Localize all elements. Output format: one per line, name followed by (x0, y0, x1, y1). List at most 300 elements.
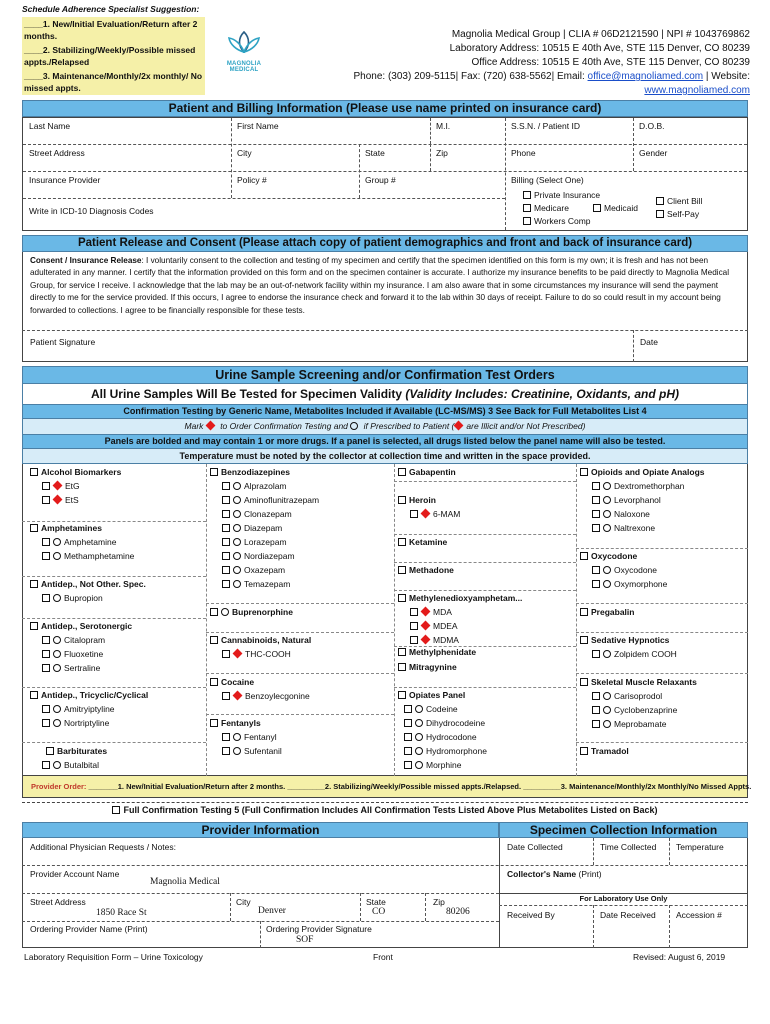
red-diamond-icon (53, 481, 63, 491)
nortriptyline-label: Nortriptyline (64, 718, 110, 728)
methadone-panel[interactable] (398, 565, 454, 575)
antidep-serotonergic-panel[interactable] (30, 621, 132, 631)
checkbox-icon (46, 747, 54, 755)
collector-name-field[interactable] (507, 869, 602, 879)
provider-street-field[interactable]: Street Address (30, 897, 86, 907)
red-diamond-icon (421, 635, 431, 645)
circle-icon (53, 538, 61, 546)
butalbital-label: Butalbital (64, 760, 99, 770)
checkbox-icon (42, 650, 50, 658)
date-collected-field[interactable]: Date Collected (507, 842, 563, 852)
checkbox-icon (210, 636, 218, 644)
codeine-label: Codeine (426, 704, 458, 714)
checkbox-icon (222, 733, 230, 741)
zolpidem-test[interactable] (592, 649, 677, 659)
checkbox-icon (210, 719, 218, 727)
circle-icon (233, 538, 241, 546)
provider-order-option-1[interactable]: _______1. New/Initial Evaluation/Return after 2 months. (88, 782, 286, 791)
oxycodone-test[interactable] (592, 565, 657, 575)
workers-comp-label: Workers Comp (534, 216, 591, 226)
checkbox-icon (398, 538, 406, 546)
circle-icon (603, 720, 611, 728)
medicaid-option[interactable] (593, 203, 638, 213)
provider-zip-field[interactable]: Zip (433, 897, 445, 907)
methamphetamine-test[interactable] (42, 551, 134, 561)
checkbox-icon (410, 622, 418, 630)
red-diamond-icon (205, 421, 215, 431)
sufentanil-test[interactable] (222, 746, 282, 756)
lorazepam-label: Lorazepam (244, 537, 287, 547)
methylphenidate-label: Methylphenidate (409, 647, 477, 657)
provider-street-value: 1850 Race St (96, 908, 147, 918)
checkbox-icon (656, 197, 664, 205)
temazepam-label: Temazepam (244, 579, 291, 589)
oxycodone-panel[interactable] (580, 551, 637, 561)
received-by-field[interactable]: Received By (507, 910, 555, 920)
amitriptyline-test[interactable] (42, 704, 115, 714)
dihydrocodeine-test[interactable] (404, 718, 485, 728)
checkbox-icon (580, 608, 588, 616)
oxycodone-panel-label: Oxycodone (591, 551, 638, 561)
6-mam-label: 6-MAM (433, 509, 461, 519)
lorazepam-test[interactable] (222, 537, 287, 547)
alcohol-panel[interactable] (30, 467, 121, 477)
contact-separator: | Website: (703, 71, 750, 82)
gabapentin-panel[interactable] (398, 467, 456, 477)
fluoxetine-label: Fluoxetine (64, 649, 104, 659)
checkbox-icon (42, 636, 50, 644)
fentanyls-panel[interactable] (210, 718, 261, 728)
thc-cooh-test[interactable] (222, 649, 291, 659)
client-bill-option[interactable] (656, 196, 702, 206)
checkbox-icon (523, 204, 531, 212)
contact-line (280, 70, 750, 98)
checkbox-icon (580, 747, 588, 755)
checkbox-icon (42, 552, 50, 560)
alcohol-panel-label: Alcohol Biomarkers (41, 467, 122, 477)
hydrocodone-test[interactable] (404, 732, 477, 742)
lab-header (280, 28, 750, 98)
hydromorphone-test[interactable] (404, 746, 487, 756)
patient-signature-field[interactable]: Patient Signature (30, 337, 96, 347)
checkbox-icon (42, 496, 50, 504)
butalbital-test[interactable] (42, 760, 99, 770)
nortriptyline-test[interactable] (42, 718, 109, 728)
accession-field[interactable]: Accession # (676, 910, 722, 920)
contact-phone-fax: Phone: (303) 209-5115| Fax: (720) 638-5562| Email: (353, 71, 588, 82)
checkbox-icon (410, 636, 418, 644)
circle-icon (603, 692, 611, 700)
naloxone-label: Naloxone (614, 509, 650, 519)
policy-field[interactable]: Policy # (237, 175, 267, 185)
provider-city-field[interactable]: City (236, 897, 251, 907)
mdea-test[interactable] (410, 621, 458, 631)
checkbox-icon (42, 719, 50, 727)
carisoprodol-label: Carisoprodol (614, 691, 663, 701)
antidep-tricyclic-panel[interactable] (30, 690, 148, 700)
consent-text (30, 255, 742, 317)
cocaine-panel[interactable] (210, 677, 254, 687)
ets-label: EtS (65, 495, 79, 505)
alprazolam-label: Alprazolam (244, 481, 287, 491)
checkbox-icon (404, 719, 412, 727)
checkbox-icon (656, 210, 664, 218)
red-diamond-icon (233, 649, 243, 659)
barbiturates-panel[interactable] (46, 746, 107, 756)
zip-field[interactable]: Zip (436, 148, 448, 158)
ssn-field[interactable]: S.S.N. / Patient ID (511, 121, 580, 131)
time-collected-field[interactable]: Time Collected (600, 842, 657, 852)
checkbox-icon (404, 705, 412, 713)
skeletal-panel[interactable] (580, 677, 697, 687)
checkbox-icon (222, 524, 230, 532)
street-field[interactable]: Street Address (29, 148, 85, 158)
citalopram-test[interactable] (42, 635, 105, 645)
circle-icon (603, 482, 611, 490)
fentanyl-label: Fentanyl (244, 732, 277, 742)
checkbox-icon (42, 538, 50, 546)
checkbox-icon (410, 608, 418, 616)
circle-icon (233, 482, 241, 490)
circle-icon (415, 747, 423, 755)
circle-icon (415, 719, 423, 727)
sertraline-test[interactable] (42, 663, 100, 673)
hydrocodone-label: Hydrocodone (426, 732, 477, 742)
lab-ids: Magnolia Medical Group | CLIA # 06D2121590 | NPI # 1043769862 (451, 29, 750, 40)
diazepam-test[interactable] (222, 523, 282, 533)
etg-label: EtG (65, 481, 80, 491)
checkbox-icon (30, 691, 38, 699)
provider-account-field[interactable]: Provider Account Name (30, 869, 120, 879)
checkbox-icon (580, 552, 588, 560)
dob-field[interactable]: D.O.B. (639, 121, 665, 131)
mdma-panel[interactable] (398, 593, 522, 603)
circle-icon (233, 733, 241, 741)
carisoprodol-test[interactable] (592, 691, 662, 701)
checkbox-icon (523, 217, 531, 225)
checkbox-icon (30, 468, 38, 476)
circle-icon (603, 650, 611, 658)
antidep-serotonergic-label: Antidep., Serotonergic (41, 621, 133, 631)
mitragynine-label: Mitragynine (409, 662, 457, 672)
checkbox-icon (580, 678, 588, 686)
aminoflunitrazepam-test[interactable] (222, 495, 319, 505)
provider-state-field[interactable]: State (366, 897, 386, 907)
ketamine-panel[interactable] (398, 537, 447, 547)
checkbox-icon (222, 650, 230, 658)
ets-test[interactable] (42, 495, 79, 505)
red-diamond-icon (421, 621, 431, 631)
red-diamond-icon (454, 421, 464, 431)
specimen-band: Specimen Collection Information (499, 822, 748, 838)
checkbox-icon (404, 761, 412, 769)
morphine-label: Morphine (426, 760, 462, 770)
consent-band: Patient Release and Consent (Please attach copy of patient demographics and front and back of insurance card) (22, 235, 748, 252)
city-field[interactable]: City (237, 148, 252, 158)
red-diamond-icon (421, 607, 431, 617)
circle-icon (233, 580, 241, 588)
methadone-label: Methadone (409, 565, 454, 575)
alprazolam-test[interactable] (222, 481, 287, 491)
ordering-signature-field[interactable]: Ordering Provider Signature (266, 924, 372, 934)
checkbox-icon (222, 482, 230, 490)
full-confirmation-label: Full Confirmation Testing 5 (Full Confirmation Includes All Confirmation Tests Listed Above Plus Metabolites Listed on Back) (123, 805, 658, 815)
circle-icon (603, 496, 611, 504)
methamphetamine-label: Methamphetamine (64, 551, 135, 561)
citalopram-label: Citalopram (64, 635, 106, 645)
provider-order-option-3[interactable]: _________3. Maintenance/Monthly/2x Monthly/No Missed Appts. (523, 782, 752, 791)
amphetamine-test[interactable] (42, 537, 116, 547)
website-link[interactable]: www.magnoliamed.com (644, 85, 750, 96)
mda-label: MDA (433, 607, 452, 617)
circle-icon (53, 650, 61, 658)
checkbox-icon (580, 468, 588, 476)
self-pay-label: Self-Pay (667, 209, 700, 219)
etg-test[interactable] (42, 481, 80, 491)
phone-field[interactable]: Phone (511, 148, 536, 158)
schedule-option-2[interactable]: ____2. Stabilizing/Weekly/Possible missed appts./Relapsed (22, 43, 205, 69)
levorphanol-test[interactable] (592, 495, 661, 505)
ordering-signature-value: SOF (296, 935, 314, 945)
mi-field[interactable]: M.I. (436, 121, 451, 131)
gabapentin-label: Gabapentin (409, 467, 456, 477)
date-received-field[interactable]: Date Received (600, 910, 656, 920)
logo-text: MAGNOLIA MEDICAL (226, 61, 262, 73)
mdma-test[interactable] (410, 635, 459, 645)
circle-icon (53, 594, 61, 602)
ketamine-label: Ketamine (409, 537, 448, 547)
sertraline-label: Sertraline (64, 663, 101, 673)
confirm-line: Confirmation Testing by Generic Name, Metabolites Included if Available (LC-MS/MS) 3 See Back for Full Metabolites List 4 (22, 404, 748, 419)
mdea-label: MDEA (433, 621, 458, 631)
6-mam-test[interactable] (410, 509, 460, 519)
levorphanol-label: Levorphanol (614, 495, 661, 505)
checkbox-icon (42, 761, 50, 769)
circle-icon (53, 761, 61, 769)
antidep-nos-label: Antidep., Not Other. Spec. (41, 579, 146, 589)
medicare-label: Medicare (534, 203, 569, 213)
office-address: Office Address: 10515 E 40th Ave, STE 115 Denver, CO 80239 (471, 57, 750, 68)
amitriptyline-label: Amitryiptyline (64, 704, 115, 714)
circle-icon (233, 510, 241, 518)
checkbox-icon (112, 806, 120, 814)
barbiturates-label: Barbiturates (57, 746, 108, 756)
fentanyl-test[interactable] (222, 732, 277, 742)
heroin-panel[interactable] (398, 495, 436, 505)
dihydrocodeine-label: Dihydrocodeine (426, 718, 486, 728)
naltrexone-label: Naltrexone (614, 523, 656, 533)
meprobamate-test[interactable] (592, 719, 666, 729)
oxazepam-test[interactable] (222, 565, 285, 575)
pregabalin-panel[interactable] (580, 607, 634, 617)
checkbox-icon (592, 692, 600, 700)
circle-icon (603, 510, 611, 518)
checkbox-icon (222, 747, 230, 755)
fluoxetine-test[interactable] (42, 649, 103, 659)
billing-band: Patient and Billing Information (Please use name printed on insurance card) (22, 100, 748, 117)
thc-cooh-label: THC-COOH (245, 649, 291, 659)
checkbox-icon (592, 482, 600, 490)
email-link[interactable]: office@magnoliamed.com (587, 71, 704, 82)
morphine-test[interactable] (404, 760, 461, 770)
state-field[interactable]: State (365, 148, 385, 158)
insurance-field[interactable]: Insurance Provider (29, 175, 101, 185)
tramadol-label: Tramadol (591, 746, 629, 756)
checkbox-icon (222, 538, 230, 546)
circle-icon (603, 566, 611, 574)
sufentanil-label: Sufentanil (244, 746, 282, 756)
group-field[interactable]: Group # (365, 175, 396, 185)
circle-icon (53, 552, 61, 560)
antidep-nos-panel[interactable] (30, 579, 146, 589)
checkbox-icon (592, 580, 600, 588)
oxazepam-label: Oxazepam (244, 565, 286, 575)
benzoylecgonine-test[interactable] (222, 691, 310, 701)
red-diamond-icon (421, 509, 431, 519)
patient-date-field[interactable]: Date (640, 337, 658, 347)
checkbox-icon (592, 510, 600, 518)
first-name-field[interactable]: First Name (237, 121, 279, 131)
fentanyls-label: Fentanyls (221, 718, 261, 728)
mark-text-a: Mark (184, 421, 204, 431)
codeine-test[interactable] (404, 704, 458, 714)
consent-body: : I voluntarily consent to the collection and testing of my specimen and certify that the specimen identified on this form is my own; it is fresh and has not been adulterated in any manner. I certify that the information provided on this form and on the specimen container is accurate. I authorize my insurance benefits to be paid directly to Magnolia Medical Group, for service I receive. I acknowledge that the lab may be an out-of-network facility within my insurance. I am also aware that in some circumstances my insurance will send the payment directly to me for the service provided. If this occurs, I agree to endorse the insurance check and forward it to the lab within 30 days of receipt. Failure to do so could result in my account being forwarded to collections. I agree to be financially responsible for these tests. (30, 256, 730, 315)
ordering-provider-field[interactable]: Ordering Provider Name (Print) (30, 924, 148, 934)
tramadol-panel[interactable] (580, 746, 629, 756)
methylphenidate-panel[interactable] (398, 647, 476, 657)
dextromethorphan-label: Dextromethorphan (614, 481, 685, 491)
lab-address: Laboratory Address: 10515 E 40th Ave, STE 115 Denver, CO 80239 (449, 43, 750, 54)
aminoflunitrazepam-label: Aminoflunitrazepam (244, 495, 320, 505)
full-confirmation-option[interactable] (22, 805, 748, 815)
circle-icon (53, 664, 61, 672)
provider-state-value: CO (372, 907, 386, 917)
collector-name-label: Collector's Name (507, 869, 577, 879)
schedule-option-3[interactable]: ____3. Maintenance/Monthly/2x monthly/ No missed appts. (22, 69, 205, 95)
oxymorphone-test[interactable] (592, 579, 667, 589)
circle-icon (415, 761, 423, 769)
workers-comp-option[interactable] (523, 216, 591, 226)
circle-icon (350, 422, 358, 430)
validity-detail: (Validity Includes: Creatinine, Oxidants, and pH) (405, 387, 680, 401)
checkbox-icon (398, 496, 406, 504)
last-name-field[interactable]: Last Name (29, 121, 71, 131)
bupropion-label: Bupropion (64, 593, 103, 603)
schedule-suggestion (22, 4, 205, 95)
circle-icon (53, 636, 61, 644)
buprenorphine-label: Buprenorphine (232, 607, 293, 617)
footer-page-side: Front (373, 952, 393, 962)
mitragynine-panel[interactable] (398, 662, 457, 672)
nordiazepam-test[interactable] (222, 551, 295, 561)
checkbox-icon (398, 663, 406, 671)
checkbox-icon (580, 636, 588, 644)
client-bill-label: Client Bill (667, 196, 703, 206)
provider-city-value: Denver (258, 906, 286, 916)
checkbox-icon (42, 705, 50, 713)
amphetamine-label: Amphetamine (64, 537, 117, 547)
bupropion-test[interactable] (42, 593, 103, 603)
billing-select-label: Billing (Select One) (511, 175, 584, 185)
billing-section (22, 117, 748, 231)
medicare-option[interactable] (523, 203, 569, 213)
checkbox-icon (222, 496, 230, 504)
checkbox-icon (30, 580, 38, 588)
circle-icon (233, 524, 241, 532)
mark-text-b: to Order Confirmation Testing and (220, 421, 348, 431)
mdma-panel-label: Methylenedioxyamphetam... (409, 593, 523, 603)
provider-order-line (22, 776, 752, 798)
circle-icon (53, 705, 61, 713)
temperature-field[interactable]: Temperature (676, 842, 724, 852)
amphetamines-panel[interactable] (30, 523, 102, 533)
dextromethorphan-test[interactable] (592, 481, 684, 491)
circle-icon (603, 524, 611, 532)
mda-test[interactable] (410, 607, 452, 617)
cocaine-label: Cocaine (221, 677, 255, 687)
checkbox-icon (30, 622, 38, 630)
checkbox-icon (222, 552, 230, 560)
cyclobenzaprine-label: Cyclobenzaprine (614, 705, 678, 715)
circle-icon (233, 496, 241, 504)
antidep-tricyclic-label: Antidep., Tricyclic/Cyclical (41, 690, 149, 700)
naloxone-test[interactable] (592, 509, 650, 519)
self-pay-option[interactable] (656, 209, 699, 219)
checkbox-icon (42, 594, 50, 602)
icd-codes-field[interactable]: Write in ICD-10 Diagnosis Codes (29, 206, 154, 216)
checkbox-icon (210, 608, 218, 616)
private-insurance-option[interactable] (523, 190, 600, 200)
heroin-label: Heroin (409, 495, 436, 505)
checkbox-icon (42, 482, 50, 490)
gender-field[interactable]: Gender (639, 148, 668, 158)
cannabinoids-panel[interactable] (210, 635, 311, 645)
benzodiazepines-panel[interactable] (210, 467, 290, 477)
skeletal-label: Skeletal Muscle Relaxants (591, 677, 697, 687)
checkbox-icon (523, 191, 531, 199)
physician-notes-field[interactable]: Additional Physician Requests / Notes: (30, 842, 176, 852)
sedative-panel[interactable] (580, 635, 669, 645)
circle-icon (233, 566, 241, 574)
clonazepam-test[interactable] (222, 509, 292, 519)
meprobamate-label: Meprobamate (614, 719, 667, 729)
checkbox-icon (398, 566, 406, 574)
opiates-panel[interactable] (398, 690, 465, 700)
magnolia-logo (214, 30, 274, 73)
checkbox-icon (398, 594, 406, 602)
zolpidem-label: Zolpidem COOH (614, 649, 677, 659)
cyclobenzaprine-test[interactable] (592, 705, 677, 715)
provider-order-option-2[interactable]: _________2. Stabilizing/Weekly/Possible missed appts./Relapsed. (287, 782, 522, 791)
provider-account-value: Magnolia Medical (150, 877, 220, 887)
checkbox-icon (30, 524, 38, 532)
collector-name-suffix: (Print) (578, 869, 602, 879)
naltrexone-test[interactable] (592, 523, 655, 533)
opioids-panel[interactable] (580, 467, 705, 477)
pregabalin-label: Pregabalin (591, 607, 635, 617)
red-diamond-icon (233, 691, 243, 701)
buprenorphine-test[interactable] (210, 607, 293, 617)
circle-icon (603, 580, 611, 588)
checkbox-icon (222, 510, 230, 518)
checkbox-icon (222, 566, 230, 574)
checkbox-icon (210, 678, 218, 686)
schedule-option-1[interactable]: ____1. New/Initial Evaluation/Return after 2 months. (22, 17, 205, 43)
provider-zip-value: 80206 (446, 907, 470, 917)
mark-line (22, 419, 748, 434)
temazepam-test[interactable] (222, 579, 290, 589)
checkbox-icon (592, 496, 600, 504)
